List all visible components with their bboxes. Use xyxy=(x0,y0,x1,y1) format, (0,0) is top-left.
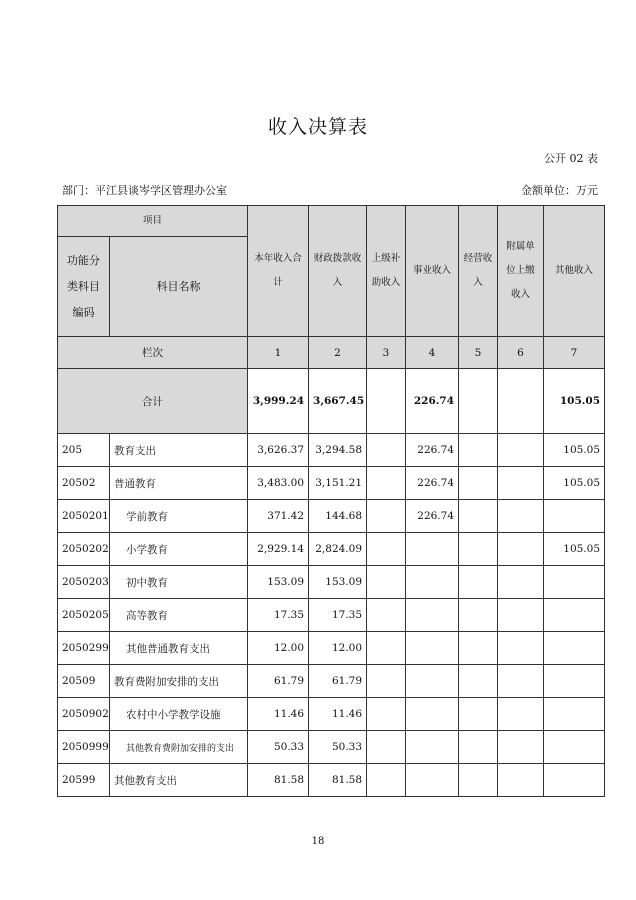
row-name: 农村中小学教学设施 xyxy=(110,698,248,731)
table-row xyxy=(58,467,605,500)
row-value-2: 3,151.21 xyxy=(309,467,367,500)
row-value-7: 105.05 xyxy=(544,434,605,467)
table-row xyxy=(58,533,605,566)
row-value-4: 226.74 xyxy=(406,500,459,533)
row-name: 普通教育 xyxy=(110,467,248,500)
total-value-1: 3,999.24 xyxy=(248,369,309,434)
row-value-2: 144.68 xyxy=(309,500,367,533)
row-value-3 xyxy=(367,500,406,533)
col-number-2: 2 xyxy=(309,337,367,369)
total-value-7: 105.05 xyxy=(544,369,605,434)
row-value-4 xyxy=(406,566,459,599)
row-value-4 xyxy=(406,665,459,698)
row-value-4 xyxy=(406,764,459,797)
header-col-2: 财政拨款收入 xyxy=(309,206,367,337)
unit-label: 金额单位：万元 xyxy=(521,184,598,197)
row-value-3 xyxy=(367,764,406,797)
row-value-6 xyxy=(498,500,544,533)
row-code: 2050202 xyxy=(58,533,110,566)
table-row xyxy=(58,599,605,632)
row-code: 2050205 xyxy=(58,599,110,632)
row-value-4: 226.74 xyxy=(406,467,459,500)
row-value-1: 153.09 xyxy=(248,566,309,599)
row-value-2: 153.09 xyxy=(309,566,367,599)
row-value-6 xyxy=(498,632,544,665)
total-value-6 xyxy=(498,369,544,434)
row-value-7 xyxy=(544,698,605,731)
row-value-3 xyxy=(367,566,406,599)
row-value-5 xyxy=(459,764,498,797)
col-number-3: 3 xyxy=(367,337,406,369)
table-row xyxy=(58,632,605,665)
income-table xyxy=(57,205,605,797)
page-number: 18 xyxy=(311,836,325,847)
row-name: 教育费附加安排的支出 xyxy=(110,665,248,698)
header-subject-name: 科目名称 xyxy=(110,237,248,337)
row-value-5 xyxy=(459,533,498,566)
row-value-7 xyxy=(544,500,605,533)
row-value-1: 17.35 xyxy=(248,599,309,632)
total-value-4: 226.74 xyxy=(406,369,459,434)
row-code: 2050203 xyxy=(58,566,110,599)
table-row xyxy=(58,698,605,731)
header-col-1: 本年收入合计 xyxy=(248,206,309,337)
header-col-5: 经营收入 xyxy=(459,206,498,337)
table-row xyxy=(58,434,605,467)
row-value-3 xyxy=(367,434,406,467)
row-value-3 xyxy=(367,533,406,566)
col-number-7: 7 xyxy=(544,337,605,369)
header-func-code: 功能分类科目编码 xyxy=(58,237,110,337)
col-number-5: 5 xyxy=(459,337,498,369)
total-row xyxy=(58,369,605,434)
row-value-5 xyxy=(459,599,498,632)
row-value-2: 2,824.09 xyxy=(309,533,367,566)
row-value-6 xyxy=(498,434,544,467)
row-value-1: 3,483.00 xyxy=(248,467,309,500)
table-code: 公开 02 表 xyxy=(544,152,598,165)
row-value-1: 61.79 xyxy=(248,665,309,698)
row-value-6 xyxy=(498,467,544,500)
row-value-2: 50.33 xyxy=(309,731,367,764)
row-value-6 xyxy=(498,698,544,731)
row-value-3 xyxy=(367,665,406,698)
table-row xyxy=(58,764,605,797)
row-value-7 xyxy=(544,764,605,797)
page-title: 收入决算表 xyxy=(267,116,368,138)
header-col-4: 事业收入 xyxy=(406,206,459,337)
row-value-1: 3,626.37 xyxy=(248,434,309,467)
row-value-6 xyxy=(498,599,544,632)
row-code: 2050999 xyxy=(58,731,110,764)
row-name: 小学教育 xyxy=(110,533,248,566)
row-value-4 xyxy=(406,698,459,731)
header-col-6: 附属单位上缴收入 xyxy=(498,206,544,337)
row-value-4 xyxy=(406,632,459,665)
row-value-1: 2,929.14 xyxy=(248,533,309,566)
row-value-7 xyxy=(544,599,605,632)
row-value-6 xyxy=(498,665,544,698)
row-value-5 xyxy=(459,731,498,764)
table-row xyxy=(58,566,605,599)
row-value-4 xyxy=(406,731,459,764)
row-value-5 xyxy=(459,632,498,665)
row-code: 20502 xyxy=(58,467,110,500)
row-name: 其他教育支出 xyxy=(110,764,248,797)
row-value-6 xyxy=(498,533,544,566)
row-name: 学前教育 xyxy=(110,500,248,533)
row-value-5 xyxy=(459,566,498,599)
row-value-5 xyxy=(459,434,498,467)
row-value-6 xyxy=(498,566,544,599)
row-code: 2050299 xyxy=(58,632,110,665)
row-value-2: 61.79 xyxy=(309,665,367,698)
row-value-7: 105.05 xyxy=(544,533,605,566)
row-name: 初中教育 xyxy=(110,566,248,599)
row-value-6 xyxy=(498,731,544,764)
row-value-3 xyxy=(367,467,406,500)
col-number-1: 1 xyxy=(248,337,309,369)
department-label: 部门：平江县谈岑学区管理办公室 xyxy=(62,184,227,197)
row-value-7 xyxy=(544,731,605,764)
header-project: 项目 xyxy=(58,206,248,237)
row-value-1: 371.42 xyxy=(248,500,309,533)
row-value-5 xyxy=(459,500,498,533)
row-code: 20599 xyxy=(58,764,110,797)
header-col-7: 其他收入 xyxy=(544,206,605,337)
row-value-2: 81.58 xyxy=(309,764,367,797)
col-number-4: 4 xyxy=(406,337,459,369)
row-value-1: 81.58 xyxy=(248,764,309,797)
row-value-3 xyxy=(367,698,406,731)
row-name: 教育支出 xyxy=(110,434,248,467)
row-code: 2050201 xyxy=(58,500,110,533)
table-row xyxy=(58,665,605,698)
row-name: 其他教育费附加安排的支出 xyxy=(110,731,248,764)
row-value-4 xyxy=(406,599,459,632)
row-value-3 xyxy=(367,632,406,665)
row-value-7 xyxy=(544,665,605,698)
col-number-6: 6 xyxy=(498,337,544,369)
total-value-5 xyxy=(459,369,498,434)
total-label: 合计 xyxy=(58,369,248,434)
row-name: 其他普通教育支出 xyxy=(110,632,248,665)
row-value-5 xyxy=(459,467,498,500)
row-value-7 xyxy=(544,632,605,665)
table-row xyxy=(58,731,605,764)
row-value-2: 12.00 xyxy=(309,632,367,665)
row-value-5 xyxy=(459,665,498,698)
row-value-7: 105.05 xyxy=(544,467,605,500)
row-value-4 xyxy=(406,533,459,566)
row-value-1: 50.33 xyxy=(248,731,309,764)
row-code: 2050902 xyxy=(58,698,110,731)
row-value-1: 12.00 xyxy=(248,632,309,665)
total-value-3 xyxy=(367,369,406,434)
table-row xyxy=(58,500,605,533)
row-value-6 xyxy=(498,764,544,797)
row-value-7 xyxy=(544,566,605,599)
total-value-2: 3,667.45 xyxy=(309,369,367,434)
row-value-2: 17.35 xyxy=(309,599,367,632)
row-value-3 xyxy=(367,731,406,764)
row-label: 栏次 xyxy=(58,337,248,369)
row-value-4: 226.74 xyxy=(406,434,459,467)
row-value-2: 3,294.58 xyxy=(309,434,367,467)
row-value-5 xyxy=(459,698,498,731)
row-name: 高等教育 xyxy=(110,599,248,632)
header-col-3: 上级补助收入 xyxy=(367,206,406,337)
row-code: 205 xyxy=(58,434,110,467)
row-code: 20509 xyxy=(58,665,110,698)
row-value-3 xyxy=(367,599,406,632)
row-value-1: 11.46 xyxy=(248,698,309,731)
row-value-2: 11.46 xyxy=(309,698,367,731)
